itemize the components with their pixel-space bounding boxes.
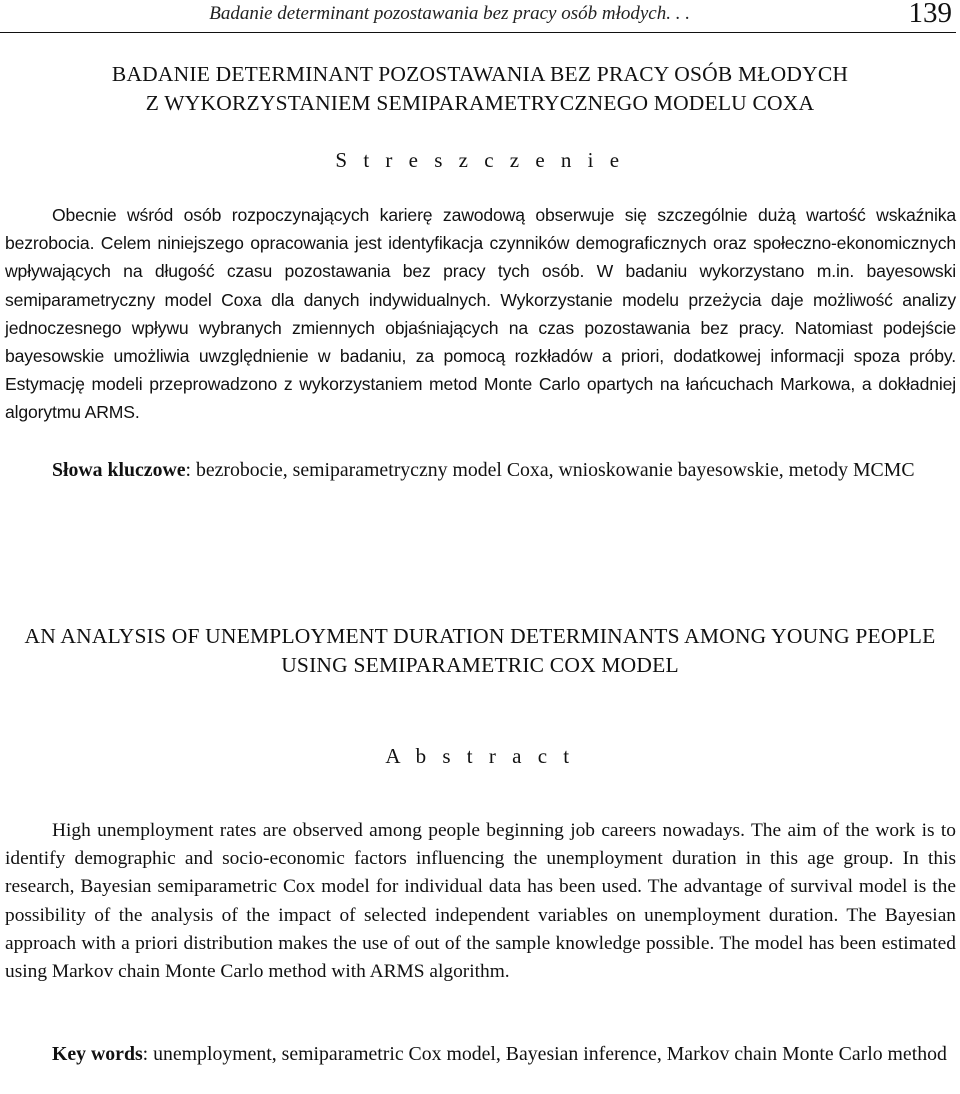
polish-keywords-paragraph [5,456,956,484]
polish-keywords [5,456,956,484]
english-title-line-2: USING SEMIPARAMETRIC COX MODEL [281,653,679,677]
english-abstract-text: High unemployment rates are observed among people beginning job careers nowadays. The aim of the work is to identify demographic and socio-economic factors influencing the unemployment duration in this age group. In this research, Bayesian semiparametric Cox model for individual data has been used. The advantage of survival model is the possibility of the analysis of the impact of selected independent variables on unemployment duration. The Bayesian approach with a priori distribution makes the use of out of the sample knowledge possible. The model has been estimated using Markov chain Monte Carlo method with ARMS algorithm. [5,820,956,983]
polish-title [0,60,960,118]
running-title: Badanie determinant pozostawania bez pracy osób młodych. . . [209,3,690,24]
english-keywords-label: Key words [52,1043,143,1065]
english-abstract-heading: A b s t r a c t [385,744,575,768]
polish-keywords-label: Słowa kluczowe [52,459,186,481]
polish-abstract-heading: S t r e s z c z e n i e [335,148,625,172]
polish-abstract-text: Obecnie wśród osób rozpoczynających karierę zawodową obserwuje się szczególnie dużą wartość wskaźnika bezrobocia. Celem niniejszego opracowania jest identyfikacja czynników demograficznych oraz społeczno-ekonomicznych wpływających na długość czasu pozostawania bez pracy tych osób. W badaniu wykorzystano m.in. bayesowski semiparametryczny model Coxa dla danych indywidualnych. Wykorzystanie modelu przeżycia daje możliwość analizy jednoczesnego wpływu wybranych zmiennych objaśniających na czas pozostawania bez pracy. Natomiast podejście bayesowskie umożliwia uwzględnienie w badaniu, za pomocą rozkładów a priori, dodatkowej informacji spoza próby. Estymację modeli przeprowadzono z wykorzystaniem metod Monte Carlo opartych na łańcuchach Markowa, a dokładniej algorytmu ARMS. [5,205,956,423]
english-keywords [5,1040,956,1068]
polish-keywords-text: : bezrobocie, semiparametryczny model Coxa, wnioskowanie bayesowskie, metody MCMC [185,459,915,481]
polish-abstract [5,201,956,427]
polish-title-line-1: BADANIE DETERMINANT POZOSTAWANIA BEZ PRACY OSÓB MŁODYCH [111,62,849,86]
english-title [0,622,960,680]
polish-title-line-2: Z WYKORZYSTANIEM SEMIPARAMETRYCZNEGO MODELU COXA [145,91,815,115]
english-keywords-text: : unemployment, semiparametric Cox model, Bayesian inference, Markov chain Monte Carlo method [142,1043,947,1065]
english-title-line-1: AN ANALYSIS OF UNEMPLOYMENT DURATION DETERMINANTS AMONG YOUNG PEOPLE [24,624,936,648]
english-keywords-paragraph [5,1040,956,1068]
english-abstract [5,817,956,986]
running-header [0,0,956,33]
page-number: 139 [908,0,952,29]
